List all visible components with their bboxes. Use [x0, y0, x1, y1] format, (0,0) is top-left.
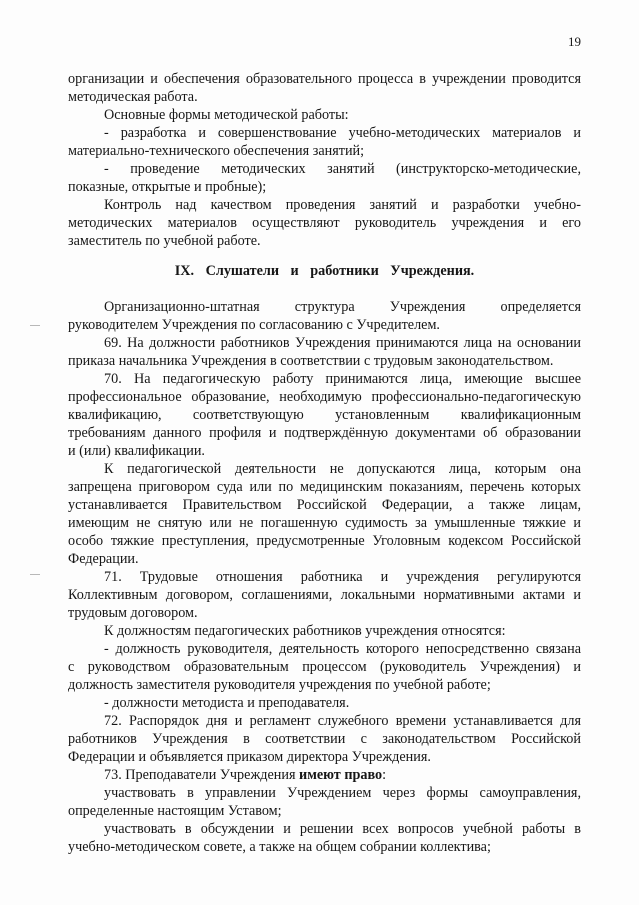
page-number: 19 [568, 34, 581, 49]
margin-mark [30, 574, 40, 575]
text-line: учебно-методическом совете, а также на общем собрании коллектива; [68, 839, 491, 855]
text-line: К педагогической деятельности не допускаются лица, которым она [104, 461, 581, 477]
text-run: 73. Преподаватели Учреждения [104, 767, 300, 783]
text-line: методическая работа. [68, 89, 198, 105]
text-line: квалификацию, соответствующую установленным квалификационным [68, 407, 581, 423]
text-line: К должностям педагогических работников учреждения относятся: [104, 623, 506, 639]
bold-phrase: имеют право [299, 767, 383, 783]
text-line: Федерации. [68, 551, 139, 567]
text-line: особо тяжкие преступления, предусмотренные Уголовным кодексом Российской [68, 533, 581, 549]
text-line: показные, открытые и пробные); [68, 179, 267, 195]
text-line: Контроль над качеством проведения занятий и разработки учебно- [104, 197, 581, 213]
text-line: - разработка и совершенствование учебно-методических материалов и [104, 125, 581, 141]
text-line [68, 766, 581, 784]
text-line: приказа начальника Учреждения в соответствии с трудовым законодательством. [68, 353, 554, 369]
text-line: Основные формы методической работы: [104, 107, 349, 123]
text-line: методических материалов осуществляют руководитель учреждения и его [68, 215, 581, 231]
section-heading: IX. Слушатели и работники Учреждения. [174, 263, 475, 279]
text-line: работников Учреждения в соответствии с законодательством Российской [68, 731, 581, 747]
text-line: трудовым договором. [68, 605, 198, 621]
text-line: Коллективным договором, соглашениями, локальными нормативными актами и [68, 587, 581, 603]
text-line: требованиям данного профиля и подтверждённую документами об образовании [68, 425, 581, 441]
text-line: материально-технического обеспечения занятий; [68, 143, 365, 159]
text-line: организации и обеспечения образовательного процесса в учреждении проводится [68, 71, 581, 87]
text-line: Федерации и объявляется приказом директора Учреждения. [68, 749, 431, 765]
text-run: : [382, 767, 387, 783]
text-line: запрещена приговором суда или по медицинским показаниям, перечень которых [68, 479, 581, 495]
text-line: имеющим не снятую или не погашенную судимость за умышленные тяжкие и [68, 515, 581, 531]
text-line: заместитель по учебной работе. [68, 233, 261, 249]
text-line: Организационно-штатная структура Учреждения определяется [104, 299, 581, 315]
text-line: профессиональное образование, необходимую профессионально-педагогическую [68, 389, 581, 405]
text-line: - должность руководителя, деятельность которого непосредственно связана [104, 641, 581, 657]
text-line: 71. Трудовые отношения работника и учреждения регулируются [104, 569, 581, 585]
text-line: 70. На педагогическую работу принимаются лица, имеющие высшее [104, 371, 581, 387]
text-line: определенные настоящим Уставом; [68, 803, 282, 819]
text-line: и (или) квалификации. [68, 443, 205, 459]
text-line: устанавливается Правительством Российской Федерации, а также лицам, [68, 497, 581, 513]
text-line: участвовать в управлении Учреждением через формы самоуправления, [104, 785, 581, 801]
text-line: должность заместителя руководителя учреждения по учебной работе; [68, 677, 491, 693]
text-line: руководителем Учреждения по согласованию с Учредителем. [68, 317, 440, 333]
text-line: с руководством образовательным процессом (руководитель Учреждения) и [68, 659, 581, 675]
text-line: - должности методиста и преподавателя. [104, 695, 350, 711]
text-line: 69. На должности работников Учреждения принимаются лица на основании [104, 335, 581, 351]
text-line: 72. Распорядок дня и регламент служебного времени устанавливается для [104, 713, 581, 729]
margin-mark [30, 325, 40, 326]
text-line: - проведение методических занятий (инструкторско-методические, [104, 161, 581, 177]
text-line: участвовать в обсуждении и решении всех вопросов учебной работы в [104, 821, 581, 837]
